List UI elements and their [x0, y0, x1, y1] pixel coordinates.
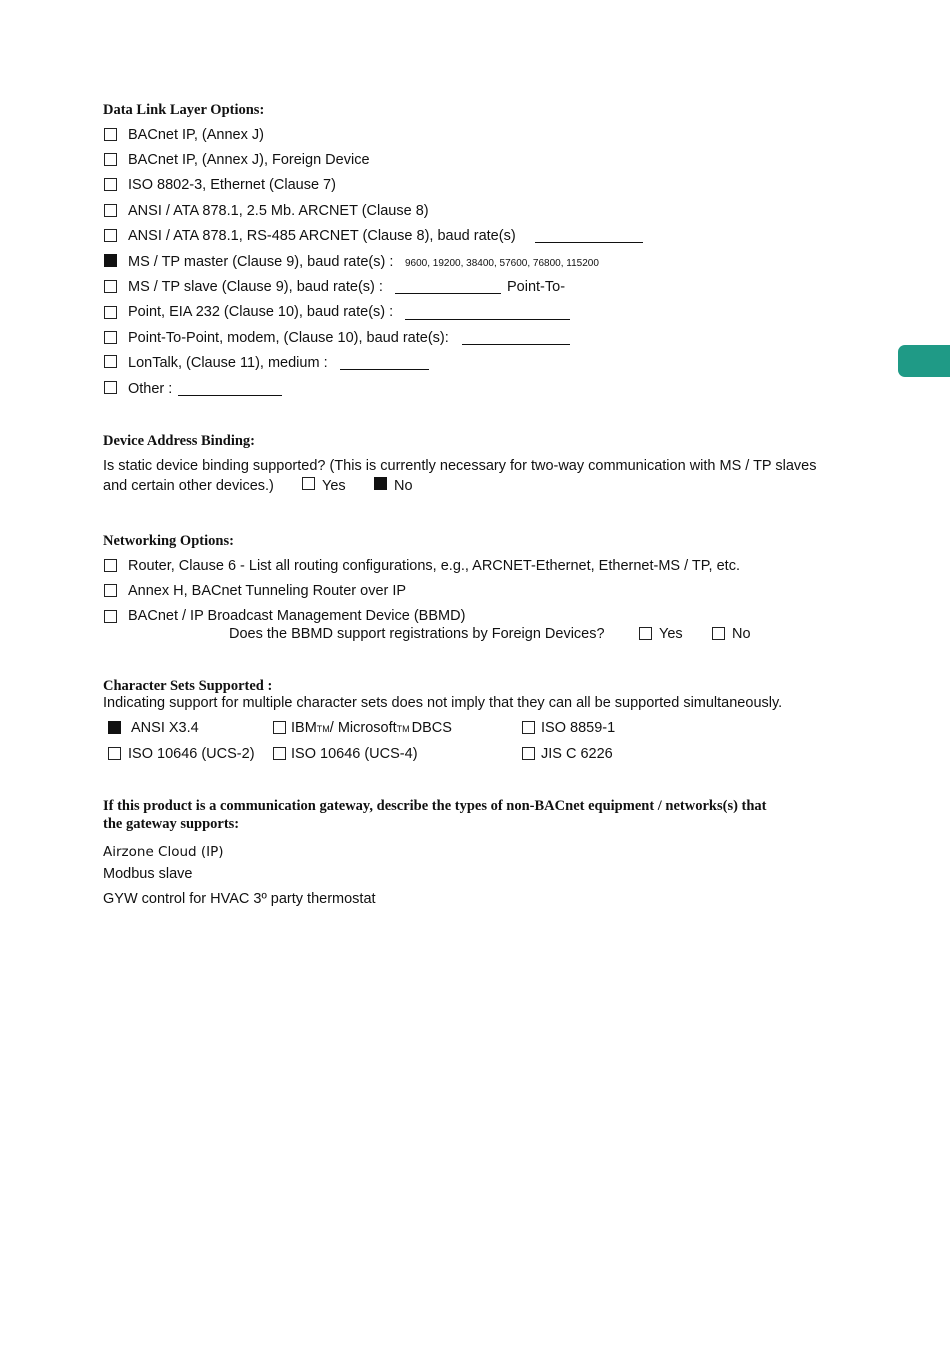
baud-rate-blank[interactable]	[395, 293, 501, 294]
yes-label: Yes	[322, 478, 346, 494]
other-blank[interactable]	[178, 395, 282, 396]
option-label: BACnet / IP Broadcast Management Device (BBMD)	[128, 608, 466, 624]
option-label: ANSI / ATA 878.1, 2.5 Mb. ARCNET (Clause 8)	[128, 203, 429, 219]
option-label: Annex H, BACnet Tunneling Router over IP	[128, 583, 407, 599]
networking-heading: Networking Options:	[103, 533, 234, 549]
checkbox-bbmd-no[interactable]	[712, 627, 725, 640]
charset-label-ibm	[291, 719, 452, 738]
option-label: Point, EIA 232 (Clause 10), baud rate(s) :	[128, 304, 394, 320]
checkbox-binding-yes[interactable]	[302, 477, 315, 490]
microsoft-text: / Microsoft	[329, 720, 397, 736]
charsets-note: Indicating support for multiple character sets does not imply that they can all be supported simultaneously.	[103, 695, 783, 711]
charset-label: ISO 10646 (UCS-2)	[128, 746, 255, 762]
checkbox-arcnet-25[interactable]	[104, 204, 117, 217]
baud-rate-blank[interactable]	[405, 319, 570, 320]
option-label: BACnet IP, (Annex J)	[128, 127, 264, 143]
option-label: MS / TP master (Clause 9), baud rate(s) :	[128, 254, 394, 270]
no-label: No	[394, 478, 413, 494]
dbcs-text: DBCS	[411, 720, 452, 736]
checkbox-ucs2[interactable]	[108, 747, 121, 760]
bbmd-question: Does the BBMD support registrations by Foreign Devices?	[229, 626, 605, 642]
checkbox-ethernet[interactable]	[104, 178, 117, 191]
medium-blank[interactable]	[340, 369, 429, 370]
charset-label: ISO 8859-1	[541, 720, 616, 736]
charset-label: ANSI X3.4	[131, 720, 199, 736]
charset-label: JIS C 6226	[541, 746, 613, 762]
checkbox-modem[interactable]	[104, 331, 117, 344]
baud-rate-blank[interactable]	[462, 344, 570, 345]
checkbox-mstp-master[interactable]	[104, 254, 117, 267]
data-link-heading: Data Link Layer Options:	[103, 102, 265, 118]
device-binding-question: Is static device binding supported? (This is currently necessary for two-way communication with MS / TP slaves	[103, 458, 817, 474]
checkbox-bbmd[interactable]	[104, 610, 117, 623]
no-label: No	[732, 626, 751, 642]
gateway-item: Modbus slave	[103, 866, 193, 882]
checkbox-mstp-slave[interactable]	[104, 280, 117, 293]
option-label: MS / TP slave (Clause 9), baud rate(s) :	[128, 279, 383, 295]
option-label-continued: Point-To-	[507, 279, 566, 295]
checkbox-ucs4[interactable]	[273, 747, 286, 760]
charsets-heading: Character Sets Supported :	[103, 678, 273, 694]
baud-rate-blank[interactable]	[535, 242, 643, 243]
checkbox-binding-no[interactable]	[374, 477, 387, 490]
charset-label: ISO 10646 (UCS-4)	[291, 746, 418, 762]
option-label: Router, Clause 6 - List all routing configurations, e.g., ARCNET-Ethernet, Ethernet-MS / TP, etc.	[128, 558, 740, 574]
checkbox-arcnet-rs485[interactable]	[104, 229, 117, 242]
option-label: ANSI / ATA 878.1, RS-485 ARCNET (Clause 8), baud rate(s)	[128, 228, 516, 244]
option-label: ISO 8802-3, Ethernet (Clause 7)	[128, 177, 336, 193]
baud-rates-value: 9600, 19200, 38400, 57600, 76800, 115200	[405, 258, 599, 269]
checkbox-router[interactable]	[104, 559, 117, 572]
checkbox-ibm-dbcs[interactable]	[273, 721, 286, 734]
gateway-heading: If this product is a communication gateway, describe the types of non-BACnet equipment / networks(s) that	[103, 798, 767, 814]
checkbox-lontalk[interactable]	[104, 355, 117, 368]
yes-label: Yes	[659, 626, 683, 642]
trademark-mark: TM	[396, 724, 410, 734]
device-binding-question-cont: and certain other devices.)	[103, 478, 274, 494]
checkbox-bacnet-ip-foreign[interactable]	[104, 153, 117, 166]
checkbox-iso8859[interactable]	[522, 721, 535, 734]
checkbox-annex-h[interactable]	[104, 584, 117, 597]
trademark-mark: TM	[316, 724, 330, 734]
option-label: LonTalk, (Clause 11), medium :	[128, 355, 328, 371]
option-label: Other :	[128, 381, 173, 397]
checkbox-ansi-x34[interactable]	[108, 721, 121, 734]
ibm-text: IBM	[291, 720, 317, 736]
checkbox-jis[interactable]	[522, 747, 535, 760]
option-label: BACnet IP, (Annex J), Foreign Device	[128, 152, 370, 168]
option-label: Point-To-Point, modem, (Clause 10), baud rate(s):	[128, 330, 449, 346]
checkbox-bbmd-yes[interactable]	[639, 627, 652, 640]
checkbox-bacnet-ip[interactable]	[104, 128, 117, 141]
section-tab	[898, 345, 950, 377]
gateway-heading-cont: the gateway supports:	[103, 816, 240, 832]
gateway-item: GYW control for HVAC 3º party thermostat	[103, 891, 376, 907]
checkbox-eia232[interactable]	[104, 306, 117, 319]
checkbox-other[interactable]	[104, 381, 117, 394]
gateway-item: Airzone Cloud (IP)	[103, 844, 224, 860]
device-binding-heading: Device Address Binding:	[103, 433, 256, 449]
